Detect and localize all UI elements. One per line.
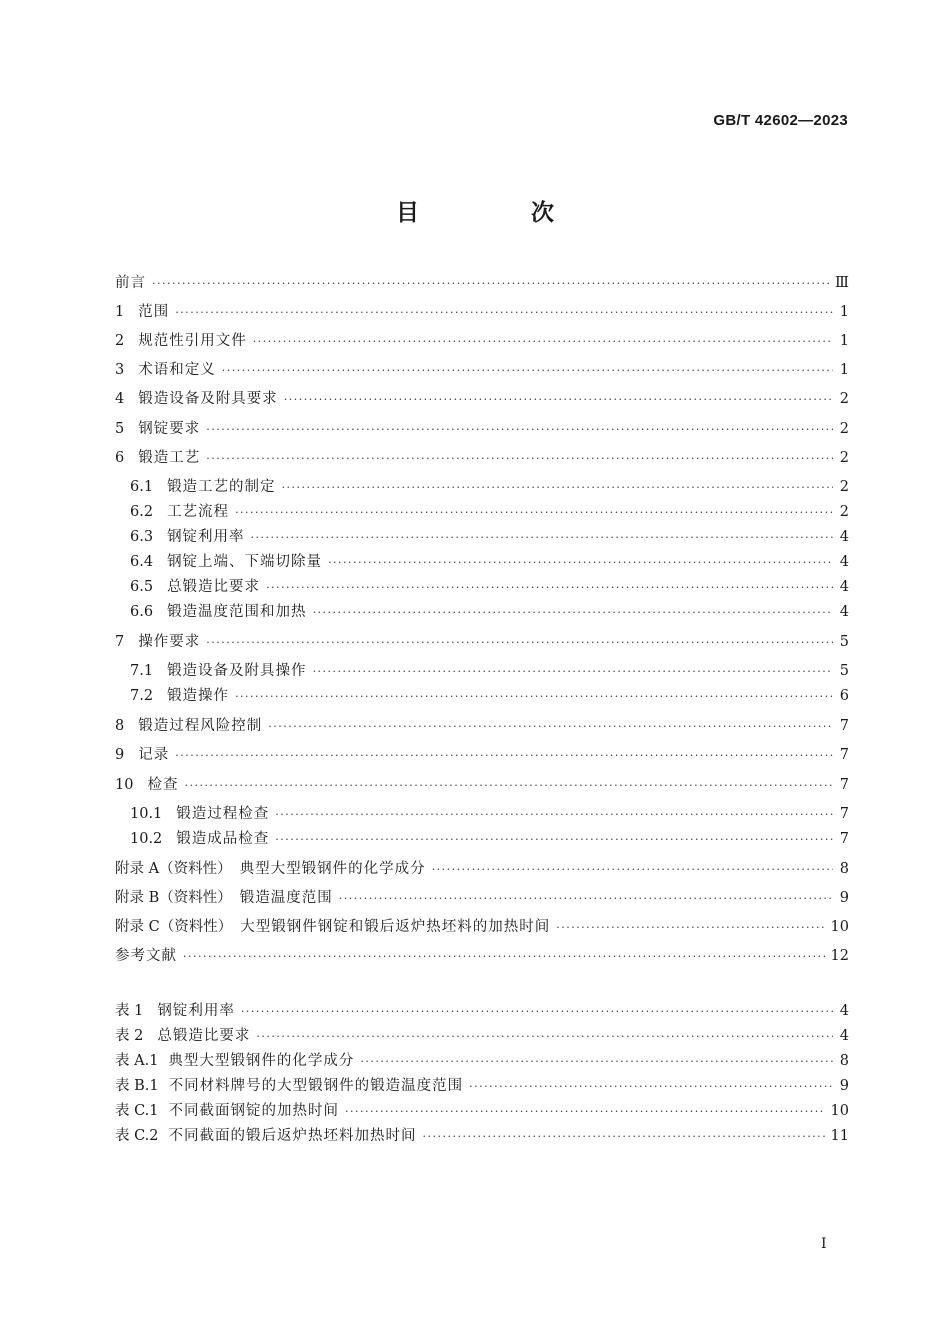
dot-leader [251, 529, 833, 547]
standard-code: GB/T 42602—2023 [713, 112, 848, 129]
toc-entry-label: 总锻造比要求 [167, 579, 261, 595]
toc-entry-label: 锻造过程检查 [176, 806, 270, 822]
toc-entry-number: 4 [115, 391, 125, 407]
tables-entry-label: 不同材料牌号的大型锻钢件的锻造温度范围 [168, 1078, 464, 1094]
toc-entry-page: 12 [830, 948, 849, 964]
toc-entry[interactable] [115, 361, 849, 380]
page-title: 目 次 [395, 199, 606, 226]
dot-leader [313, 663, 833, 681]
toc-entry-label: 典型大型锻钢件的化学成分 [239, 861, 426, 877]
toc-entry-page: 5 [839, 634, 849, 650]
toc-entry[interactable] [130, 662, 849, 681]
toc-entry[interactable] [115, 449, 849, 468]
toc-entry-page: Ⅲ [835, 275, 849, 291]
toc-entry-label: 锻造设备及附具要求 [138, 391, 278, 407]
toc-entry[interactable] [115, 776, 849, 795]
toc-entry-label: 锻造设备及附具操作 [167, 663, 307, 679]
dot-leader [275, 831, 833, 849]
toc-entry-page: 2 [839, 391, 849, 407]
toc-entry-label: 工艺流程 [167, 504, 230, 520]
dot-leader [175, 747, 833, 765]
toc-entry-page: 4 [839, 554, 849, 570]
tables-entry-number: 表 B.1 [115, 1078, 159, 1094]
toc-entry[interactable] [115, 420, 849, 439]
toc-entry[interactable] [130, 478, 849, 497]
toc-entry[interactable] [130, 603, 849, 622]
tables-entry-page: 4 [839, 1028, 849, 1044]
toc-entry-label: 锻造温度范围 [239, 890, 333, 906]
tables-entry-label: 不同截面钢锭的加热时间 [168, 1103, 340, 1119]
tables-entry-page: 8 [839, 1053, 849, 1069]
tables-entry[interactable] [115, 1102, 849, 1121]
toc-entry-page: 7 [839, 831, 849, 847]
dot-leader [275, 806, 833, 824]
tables-entry-label: 不同截面的锻后返炉热坯料加热时间 [168, 1128, 417, 1144]
tables-entry[interactable] [115, 1077, 849, 1096]
toc-entry-number: 3 [115, 362, 125, 378]
toc-entry-page: 4 [839, 579, 849, 595]
toc-entry-label: 锻造工艺 [138, 450, 201, 466]
toc-entry[interactable] [130, 687, 849, 706]
toc-entry-label: 锻造成品检查 [176, 831, 270, 847]
toc-entry-label: 检查 [147, 777, 179, 793]
toc-entry-number: 6.3 [130, 529, 154, 545]
toc-entry-number: 附录 A（资料性） [115, 861, 232, 877]
tables-entry[interactable] [115, 1127, 849, 1146]
tables-entry-number: 表 A.1 [115, 1053, 159, 1069]
toc-entry[interactable] [115, 633, 849, 652]
toc-entry[interactable] [115, 889, 849, 908]
toc-entry-number: 6.6 [130, 604, 154, 620]
toc-entry-label: 锻造过程风险控制 [138, 718, 263, 734]
dot-leader [360, 1053, 833, 1071]
toc-entry-label: 术语和定义 [138, 362, 216, 378]
toc-entry[interactable] [115, 746, 849, 765]
toc-entry-page: 1 [839, 362, 849, 378]
tables-entry-label: 典型大型锻钢件的化学成分 [168, 1053, 355, 1069]
dot-leader [313, 604, 833, 622]
toc-entry[interactable] [115, 390, 849, 409]
dot-leader [282, 479, 833, 497]
tables-entry-label: 总锻造比要求 [157, 1028, 251, 1044]
toc-entry[interactable] [115, 303, 849, 322]
toc-entry[interactable] [115, 918, 849, 937]
dot-leader [284, 391, 833, 409]
dot-leader [253, 333, 833, 351]
toc-entry-page: 7 [839, 777, 849, 793]
toc-entry[interactable] [115, 717, 849, 736]
tables-entry[interactable] [115, 1027, 849, 1046]
dot-leader [432, 861, 833, 879]
dot-leader [152, 275, 829, 293]
toc-entry-page: 1 [839, 304, 849, 320]
dot-leader [241, 1003, 833, 1021]
toc-entry-label: 锻造工艺的制定 [167, 479, 276, 495]
toc-entry-label: 规范性引用文件 [138, 333, 247, 349]
toc-entry-page: 7 [839, 718, 849, 734]
page-number: I [821, 1236, 827, 1252]
dot-leader [268, 718, 833, 736]
toc-entry-number: 7.1 [130, 663, 154, 679]
toc-entry[interactable] [115, 274, 849, 293]
toc-entry[interactable] [130, 503, 849, 522]
toc-entry-number: 2 [115, 333, 125, 349]
dot-leader [206, 421, 833, 439]
toc-entry-page: 8 [839, 861, 849, 877]
toc-entry-number: 附录 B（资料性） [115, 890, 232, 906]
toc-entry[interactable] [115, 860, 849, 879]
toc-entry-label: 前言 [115, 275, 146, 291]
tables-entry[interactable] [115, 1052, 849, 1071]
toc-entry-page: 7 [839, 747, 849, 763]
toc-entry-page: 7 [839, 806, 849, 822]
tables-entry-number: 表 2 [115, 1028, 144, 1044]
toc-entry-number: 10.1 [130, 806, 163, 822]
toc-entry-page: 2 [839, 450, 849, 466]
dot-leader [183, 948, 825, 966]
toc-entry-number: 6.4 [130, 554, 154, 570]
tables-entry[interactable] [115, 1002, 849, 1021]
tables-entry-number: 表 1 [115, 1003, 144, 1019]
toc-entry-page: 2 [839, 504, 849, 520]
dot-leader [328, 554, 833, 572]
tables-entry-page: 4 [839, 1003, 849, 1019]
toc-entry-page: 5 [839, 663, 849, 679]
toc-entry-number: 5 [115, 421, 125, 437]
toc-entry-number: 附录 C（资料性） [115, 919, 233, 935]
dot-leader [556, 919, 824, 937]
toc-entry-label: 大型锻钢件钢锭和锻后返炉热坯料的加热时间 [240, 919, 551, 935]
dot-leader [235, 688, 833, 706]
toc-entry-label: 锻造操作 [167, 688, 230, 704]
toc-entry-page: 4 [839, 529, 849, 545]
toc-entry-page: 4 [839, 604, 849, 620]
toc-entry-label: 范围 [138, 304, 170, 320]
toc-entry-label: 钢锭利用率 [167, 529, 245, 545]
dot-leader [175, 304, 833, 322]
toc-entry[interactable] [130, 830, 849, 849]
toc-entry[interactable] [115, 332, 849, 351]
tables-entry-page: 9 [839, 1078, 849, 1094]
toc-entry-number: 6.2 [130, 504, 154, 520]
toc-entry[interactable] [115, 947, 849, 966]
toc-entry-number: 7 [115, 634, 125, 650]
dot-leader [266, 579, 833, 597]
dot-leader [206, 634, 833, 652]
toc-entry[interactable] [130, 805, 849, 824]
toc-entry-number: 7.2 [130, 688, 154, 704]
tables-entry-number: 表 C.2 [115, 1128, 159, 1144]
toc-entry-page: 2 [839, 479, 849, 495]
dot-leader [339, 890, 833, 908]
dot-leader [345, 1103, 825, 1121]
toc-entry-number: 8 [115, 718, 125, 734]
toc-entry-label: 钢锭要求 [138, 421, 201, 437]
toc-entry-page: 9 [839, 890, 849, 906]
toc-entry-number: 1 [115, 304, 125, 320]
toc-entry-number: 6.5 [130, 579, 154, 595]
toc-entry-number: 6 [115, 450, 125, 466]
toc-entry-number: 9 [115, 747, 125, 763]
toc-entry-label: 操作要求 [138, 634, 201, 650]
toc-entry-page: 2 [839, 421, 849, 437]
dot-leader [235, 504, 833, 522]
tables-entry-page: 11 [830, 1128, 849, 1144]
dot-leader [206, 450, 833, 468]
toc-entry[interactable] [130, 553, 849, 572]
dot-leader [423, 1128, 825, 1146]
toc-entry-number: 6.1 [130, 479, 154, 495]
dot-leader [184, 777, 833, 795]
toc-entry-number: 10.2 [130, 831, 163, 847]
toc-entry-label: 参考文献 [115, 948, 177, 964]
toc-entry-number: 10 [115, 777, 134, 793]
toc-entry-page: 6 [839, 688, 849, 704]
toc-entry-page: 10 [830, 919, 849, 935]
toc-entry-page: 1 [839, 333, 849, 349]
tables-entry-label: 钢锭利用率 [157, 1003, 235, 1019]
tables-entry-number: 表 C.1 [115, 1103, 159, 1119]
dot-leader [469, 1078, 833, 1096]
toc-entry-label: 锻造温度范围和加热 [167, 604, 307, 620]
dot-leader [222, 362, 833, 380]
toc-entry-label: 钢锭上端、下端切除量 [167, 554, 323, 570]
toc-entry-label: 记录 [138, 747, 170, 763]
dot-leader [256, 1028, 833, 1046]
toc-entry[interactable] [130, 528, 849, 547]
toc-entry[interactable] [130, 578, 849, 597]
tables-entry-page: 10 [830, 1103, 849, 1119]
